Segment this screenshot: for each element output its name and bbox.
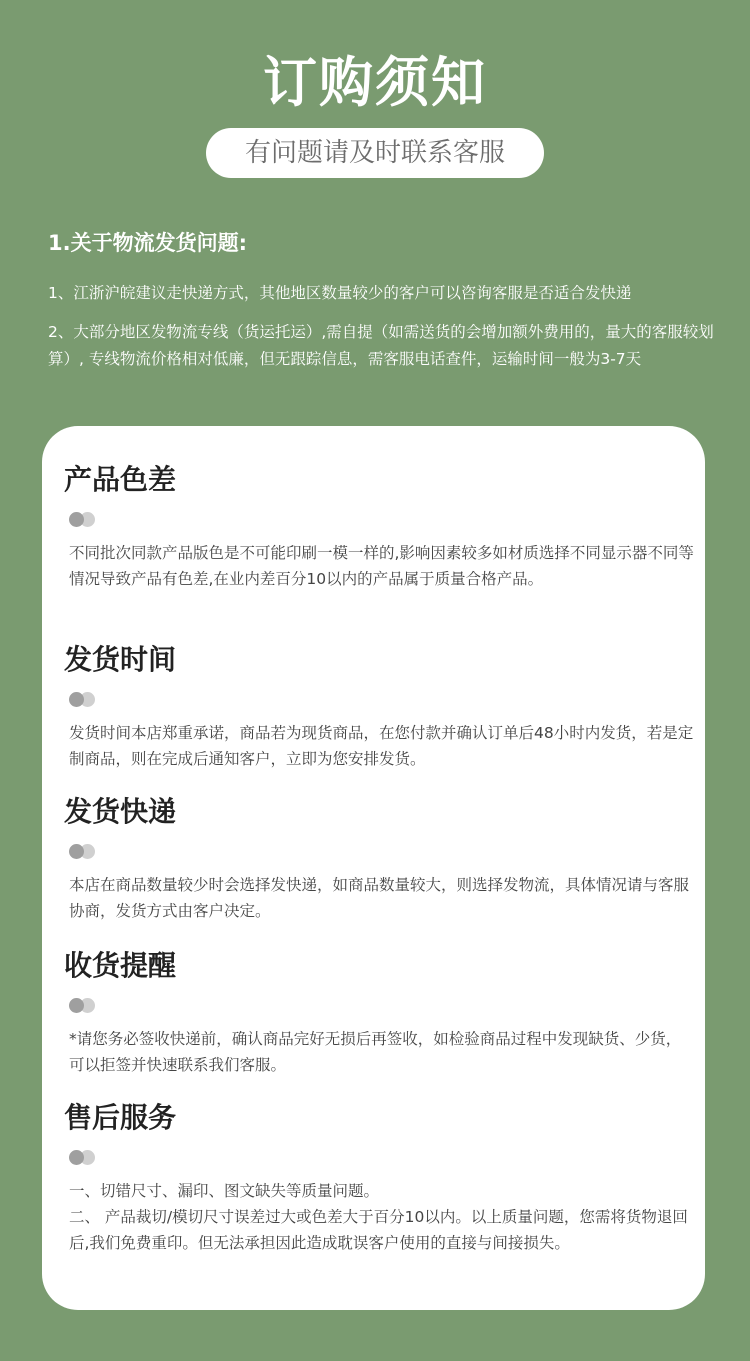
section-body xyxy=(64,1178,694,1256)
section-text: 二、 产品裁切/模切尺寸误差过大或色差大于百分10以内。以上质量问题，您需将货物退回后,我们免费重印。但无法承担因此造成耽误客户使用的直接与间接损失。 xyxy=(69,1208,688,1252)
section-title: 产品色差 xyxy=(64,463,177,496)
logistics-item: 1、江浙沪皖建议走快递方式，其他地区数量较少的客户可以咨询客服是否适合发快递 xyxy=(48,284,632,302)
section-shipping-time xyxy=(64,640,694,772)
section-text: 不同批次同款产品版色是不可能印刷一模一样的,影响因素较多如材质选择不同显示器不同等情况导致产品有色差,在业内差百分10以内的产品属于质量合格产品。 xyxy=(69,544,694,588)
section-courier xyxy=(64,792,694,924)
section-body xyxy=(64,1026,694,1078)
section-body xyxy=(64,872,694,924)
section-title: 发货时间 xyxy=(64,643,177,676)
dots-decoration-icon xyxy=(69,692,99,708)
notice-card xyxy=(42,426,705,1310)
section-text: 本店在商品数量较少时会选择发快递，如商品数量较大，则选择发物流，具体情况请与客服协商，发货方式由客户决定。 xyxy=(69,876,690,920)
section-body xyxy=(64,720,694,772)
section-receipt-reminder xyxy=(64,946,694,1078)
section-after-sales xyxy=(64,1098,694,1256)
logistics-notice xyxy=(48,226,714,385)
contact-service-banner: 有问题请及时联系客服 xyxy=(206,128,544,178)
dots-decoration-icon xyxy=(69,998,99,1014)
section-title: 售后服务 xyxy=(64,1101,177,1134)
page-title: 订购须知 xyxy=(263,51,487,114)
section-text: 发货时间本店郑重承诺，商品若为现货商品，在您付款并确认订单后48小时内发货，若是定制商品，则在完成后通知客户，立即为您安排发货。 xyxy=(69,724,694,768)
logistics-item: 2、大部分地区发物流专线（货运托运）,需自提（如需送货的会增加额外费用的，量大的客服较划算）, 专线物流价格相对低廉，但无跟踪信息，需客服电话查件，运输时间一般为3-7天 xyxy=(48,323,714,368)
section-color-difference xyxy=(64,460,694,592)
section-text: *请您务必签收快递前，确认商品完好无损后再签收，如检验商品过程中发现缺货、少货，可以拒签并快速联系我们客服。 xyxy=(69,1030,682,1074)
section-title: 发货快递 xyxy=(64,795,177,828)
section-title: 收货提醒 xyxy=(64,949,177,982)
dots-decoration-icon xyxy=(69,844,99,860)
section-body xyxy=(64,540,694,592)
dots-decoration-icon xyxy=(69,1150,99,1166)
dots-decoration-icon xyxy=(69,512,99,528)
section-text: 一、切错尺寸、漏印、图文缺失等质量问题。 xyxy=(69,1182,380,1200)
logistics-heading: 1.关于物流发货问题: xyxy=(48,231,247,255)
